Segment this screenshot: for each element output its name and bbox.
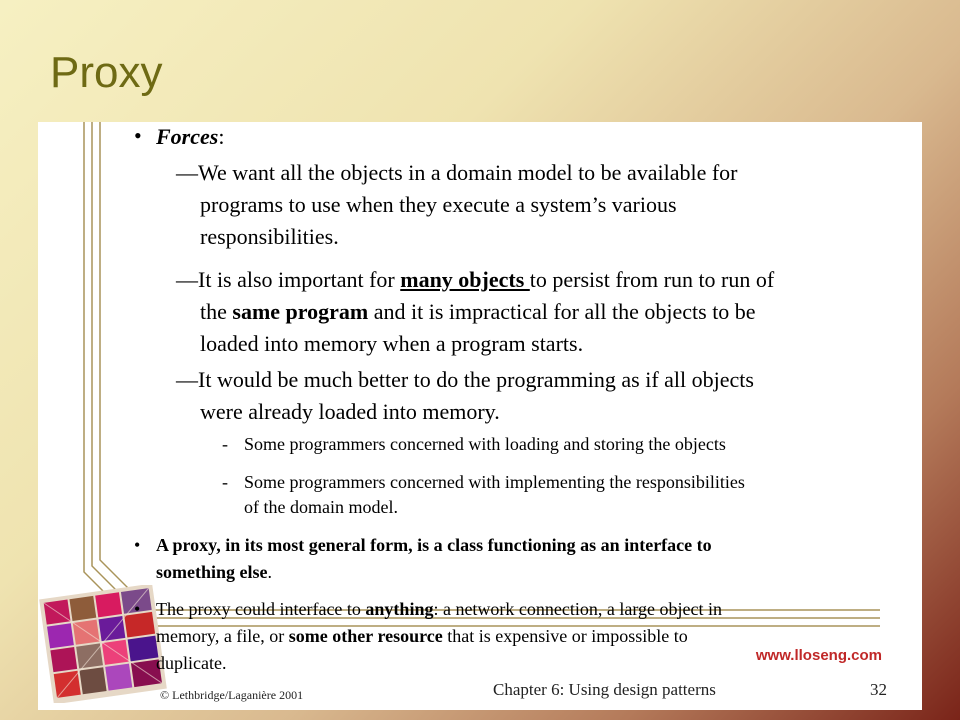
para2-line2: the same program and it is impractical for all the objects to be [200,299,756,324]
anything-emphasis: anything [365,599,434,619]
bullet2-line1: A proxy, in its most general form, is a class functioning as an interface to [156,535,712,555]
para1-line2: programs to use when they execute a system’s various [200,192,677,217]
quilt-decoration [38,585,168,703]
dash-marker: - [222,434,228,454]
bullet3-line3: duplicate. [156,653,227,673]
footer-chapter: Chapter 6: Using design patterns [493,680,716,699]
dash-marker: - [222,472,228,492]
same-program-emphasis: same program [232,299,369,324]
many-objects-emphasis: many objects [400,267,530,292]
bullet-marker: • [134,599,141,619]
para1-line3: responsibilities. [200,224,339,249]
footer-copyright: © Lethbridge/Laganière 2001 [160,688,304,702]
slide-title: Proxy [50,48,163,97]
para3-line1: —It would be much better to do the programming as if all objects [176,367,754,392]
para1-line1: —We want all the objects in a domain model to be available for [176,160,738,185]
bullet3-line1: The proxy could interface to anything: a network connection, a large object in [156,599,723,619]
bullet2-line2: something else. [156,562,272,582]
sub-item-2-line1: Some programmers concerned with implementing the responsibilities [244,472,745,492]
bullet-marker: • [134,123,142,148]
para2-line3: loaded into memory when a program starts. [200,331,584,356]
para2-line1: —It is also important for many objects to persist from run to run of [176,267,775,292]
sub-item-1: Some programmers concerned with loading and storing the objects [244,434,726,454]
some-other-resource-emphasis: some other resource [288,626,443,646]
page-number: 32 [870,680,887,699]
bullet3-line2: memory, a file, or some other resource that is expensive or impossible to [156,626,688,646]
sub-item-2-line2: of the domain model. [244,497,398,517]
forces-heading: Forces: [156,124,225,149]
para3-line2: were already loaded into memory. [200,399,500,424]
website-link[interactable]: www.lloseng.com [755,647,882,664]
bullet-marker: • [134,535,141,555]
